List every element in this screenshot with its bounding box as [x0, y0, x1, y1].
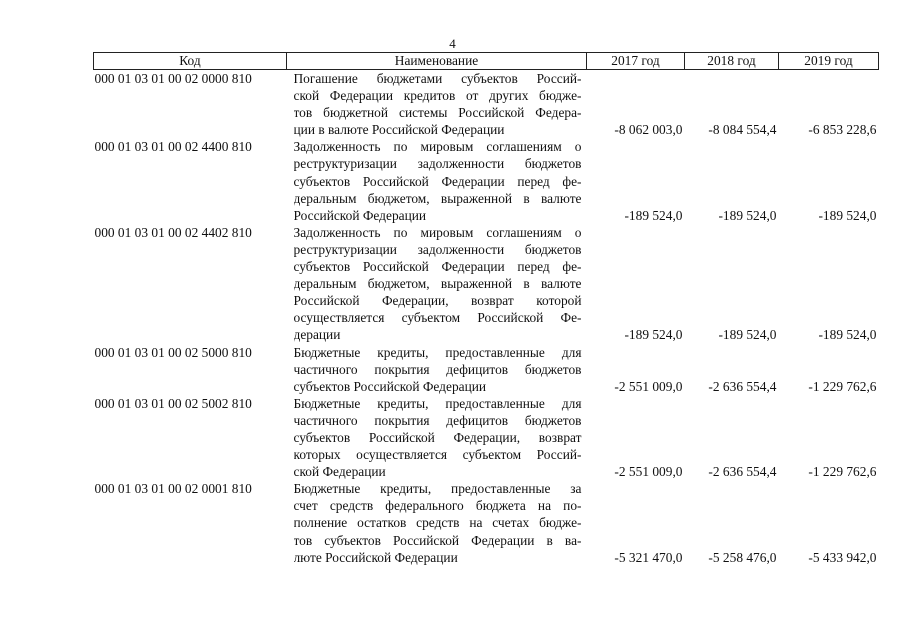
- row-name-line: ской Федерации кредитов от других бюдже-: [293, 88, 582, 104]
- row-name-line: тов субъектов Российской Федерации в ва-: [293, 532, 582, 548]
- row-name: [287, 395, 587, 480]
- row-value-year-2018: -2 636 554,4: [708, 378, 777, 394]
- row-name-line: тов бюджетной системы Российской Федера-: [293, 105, 582, 121]
- row-name: [287, 138, 587, 223]
- row-code: 000 01 03 01 00 02 0001 810: [94, 481, 252, 497]
- row-value-year-2019: -189 524,0: [818, 327, 877, 343]
- row-value-year-2019: -1 229 762,6: [808, 464, 877, 480]
- row-name-line: частичного покрытия дефицитов бюджетов: [293, 412, 582, 428]
- table-row: [94, 480, 879, 565]
- row-value-year-2017: -2 551 009,0: [614, 464, 683, 480]
- row-value-year-2017: -189 524,0: [624, 207, 683, 223]
- row-name-line: частичного покрытия дефицитов бюджетов: [293, 361, 582, 377]
- header-year-2017: 2017 год: [587, 53, 685, 70]
- row-name: [287, 224, 587, 344]
- row-value-year-2017: -5 321 470,0: [614, 549, 683, 565]
- row-name-line: Бюджетные кредиты, предоставленные для: [293, 395, 582, 411]
- row-code: 000 01 03 01 00 02 5000 810: [94, 344, 252, 360]
- row-name-line: Задолженность по мировым соглашениям о: [293, 224, 582, 240]
- row-code: 000 01 03 01 00 02 0000 810: [94, 71, 252, 86]
- table-body: [94, 70, 879, 566]
- row-name-line: субъектов Российской Федерации: [293, 378, 487, 394]
- row-name-line: дерации: [293, 327, 341, 343]
- row-name-line: ции в валюте Российской Федерации: [293, 122, 505, 138]
- row-value-year-2018: -5 258 476,0: [708, 549, 777, 565]
- header-name: Наименование: [287, 53, 587, 70]
- budget-table: [93, 52, 879, 566]
- page-number: 4: [449, 36, 456, 51]
- row-name-line: которых осуществляется субъектом Россий-: [293, 447, 582, 463]
- row-name-line: субъектов Российской Федерации перед фе-: [293, 259, 582, 275]
- row-value-year-2017: -2 551 009,0: [614, 378, 683, 394]
- row-value-year-2019: -189 524,0: [818, 207, 877, 223]
- row-code: 000 01 03 01 00 02 4402 810: [94, 224, 252, 240]
- row-name-line: ской Федерации: [293, 464, 386, 480]
- row-value-year-2019: -1 229 762,6: [808, 378, 877, 394]
- row-name-line: Бюджетные кредиты, предоставленные за: [293, 481, 582, 497]
- row-name-line: реструктуризации задолженности бюджетов: [293, 156, 582, 172]
- row-value-year-2018: -189 524,0: [718, 327, 777, 343]
- row-name-line: Задолженность по мировым соглашениям о: [293, 139, 582, 155]
- row-name-line: осуществляется субъектом Российской Фе-: [293, 310, 582, 326]
- row-name: [287, 70, 587, 139]
- row-value-year-2017: -8 062 003,0: [614, 122, 683, 138]
- table-row: [94, 344, 879, 395]
- header-code: Код: [94, 53, 287, 70]
- row-name-line: счет средств федерального бюджета на по-: [293, 498, 582, 514]
- header-year-2018: 2018 год: [685, 53, 779, 70]
- row-name: [287, 480, 587, 565]
- row-code: 000 01 03 01 00 02 5002 810: [94, 395, 252, 411]
- row-value-year-2018: -8 084 554,4: [708, 122, 777, 138]
- header-year-2019: 2019 год: [779, 53, 879, 70]
- row-name-line: Погашение бюджетами субъектов Россий-: [293, 71, 582, 86]
- row-name-line: реструктуризации задолженности бюджетов: [293, 241, 582, 257]
- row-name-line: люте Российской Федерации: [293, 549, 458, 565]
- row-name-line: субъектов Российской Федерации, возврат: [293, 429, 582, 445]
- table-row: [94, 224, 879, 344]
- row-value-year-2019: -5 433 942,0: [808, 549, 877, 565]
- table-row: [94, 395, 879, 480]
- row-name: [287, 344, 587, 395]
- row-value-year-2018: -2 636 554,4: [708, 464, 777, 480]
- row-name-line: полнение остатков средств на счетах бюдже-: [293, 515, 582, 531]
- row-name-line: деральным бюджетом, выраженной в валюте: [293, 276, 582, 292]
- row-code: 000 01 03 01 00 02 4400 810: [94, 139, 252, 155]
- row-name-line: деральным бюджетом, выраженной в валюте: [293, 190, 582, 206]
- row-value-year-2017: -189 524,0: [624, 327, 683, 343]
- table-row: [94, 70, 879, 139]
- table-header-row: [94, 53, 879, 70]
- row-name-line: субъектов Российской Федерации перед фе-: [293, 173, 582, 189]
- row-name-line: Российской Федерации, возврат которой: [293, 293, 582, 309]
- row-name-line: Российской Федерации: [293, 207, 427, 223]
- row-value-year-2019: -6 853 228,6: [808, 122, 877, 138]
- table-row: [94, 138, 879, 223]
- row-name-line: Бюджетные кредиты, предоставленные для: [293, 344, 582, 360]
- row-value-year-2018: -189 524,0: [718, 207, 777, 223]
